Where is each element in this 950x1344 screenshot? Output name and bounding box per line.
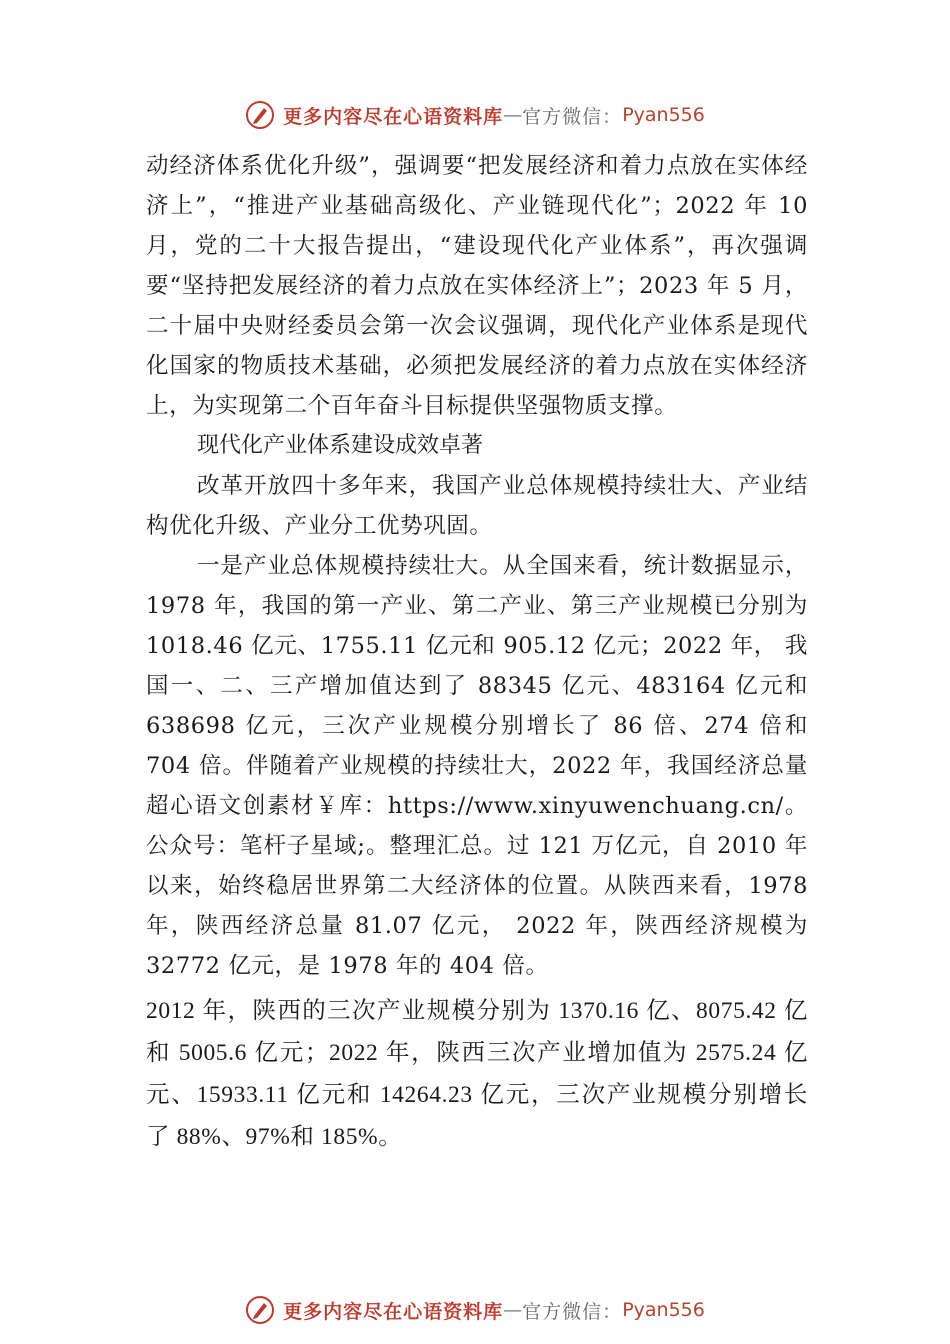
paragraph-1: 动经济体系优化升级”，强调要“把发展经济和着力点放在实体经济上”，“推进产业基础高级化、产业链现代化”；2022 年 10 月，党的二十大报告提出，“建设现代化产业体系”，再次强调要“坚持把发展经济的着力点放在实体经济上”；2023 年 5 月，二十届中央财经委员会第一次会议强调，现代化产业体系是现代化国家的物质技术基础，必须把发展经济的着力点放在实体经济上，为实现第二个百年奋斗目标提供坚强物质支撑。 [146, 153, 808, 419]
banner-brand: 更多内容尽在心语资料库 [283, 105, 504, 128]
header-banner [0, 95, 950, 135]
banner-wechat-label: 官方微信： [522, 1300, 623, 1323]
paragraph-2: 改革开放四十多年来，我国产业总体规模持续壮大、产业结构优化升级、产业分工优势巩固。 [146, 473, 808, 539]
paragraph-4: 2012 年，陕西的三次产业规模分别为 1370.16 亿、8075.42 亿和 5005.6 亿元；2022 年，陕西三次产业增加值为 2575.24 亿元、15933.11 亿元和 14264.23 亿元，三次产业规模分别增长了 88%、97%和 185%。 [146, 998, 808, 1150]
pen-nib-icon [245, 1295, 275, 1325]
banner-dash: — [503, 1299, 523, 1321]
banner-wechat-id: Pyan556 [622, 1299, 705, 1321]
footer-banner [0, 1290, 950, 1330]
banner-wechat-label: 官方微信： [522, 105, 623, 128]
pen-nib-icon [245, 100, 275, 130]
section-heading: 现代化产业体系建设成效卓著 [197, 433, 484, 458]
paragraph-3: 一是产业总体规模持续壮大。从全国来看，统计数据显示，1978 年，我国的第一产业、第二产业、第三产业规模已分别为 1018.46 亿元、1755.11 亿元和 905.12 亿元；2022 年， 我国一、二、三产增加值达到了 88345 亿元、483164 亿元和 638698 亿元，三次产业规模分别增长了 86 倍、274 倍和 704 倍。伴随着产业规模的持续壮大，2022 年，我国经济总量超心语文创素材￥库：https://www.xinyuwenchuang.cn/。公众号：笔杆子星域;。整理汇总。过 121 万亿元，自 2010 年以来，始终稳居世界第二大经济体的位置。从陕西来看，1978 年，陕西经济总量 81.07 亿元， 2022 年，陕西经济规模为 32772 亿元，是 1978 年的 404 倍。 [146, 553, 808, 979]
banner-brand: 更多内容尽在心语资料库 [283, 1300, 504, 1323]
banner-dash: — [503, 104, 523, 126]
banner-wechat-id: Pyan556 [622, 104, 705, 126]
document-body [146, 146, 808, 1158]
